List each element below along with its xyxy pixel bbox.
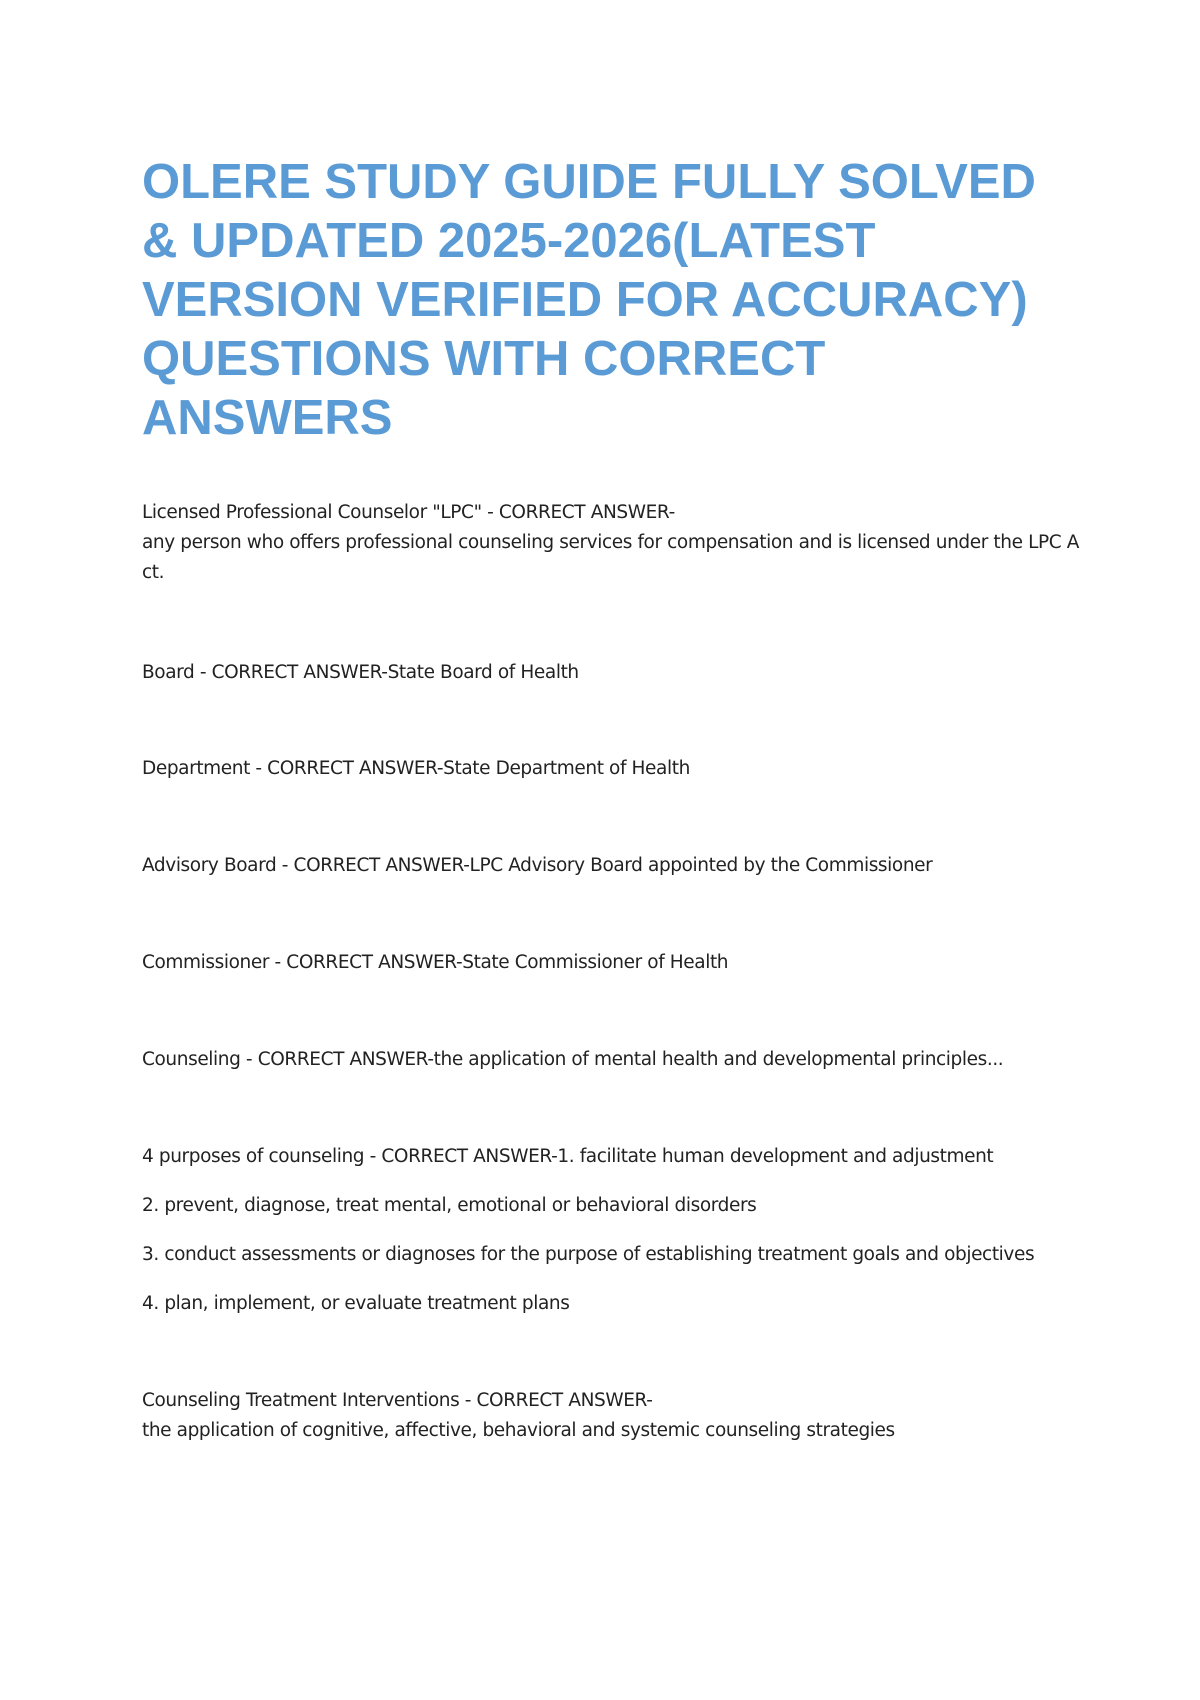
qa-entry-interventions: [142, 1386, 1082, 1446]
qa-question-line: Licensed Professional Counselor "LPC" - CORRECT ANSWER-: [142, 502, 675, 523]
qa-entry-counseling: [142, 1045, 1082, 1075]
qa-list-item: 3. conduct assessments or diagnoses for the purpose of establishing treatment goals and objectives: [142, 1244, 1035, 1265]
document-title: [142, 153, 1082, 448]
qa-entry-commissioner: [142, 948, 1082, 978]
qa-list-item: 4. plan, implement, or evaluate treatment plans: [142, 1293, 570, 1314]
qa-answer-line: any person who offers professional counseling services for compensation and is licensed under the LPC A: [142, 532, 1079, 553]
title-line: QUESTIONS WITH CORRECT: [142, 332, 826, 386]
qa-entry-department: [142, 754, 1082, 784]
qa-line: 4 purposes of counseling - CORRECT ANSWER-1. facilitate human development and adjustment: [142, 1146, 994, 1167]
qa-line: Board - CORRECT ANSWER-State Board of Health: [142, 662, 579, 683]
title-line: VERSION VERIFIED FOR ACCURACY): [142, 273, 1028, 327]
qa-line: Counseling - CORRECT ANSWER-the application of mental health and developmental principles...: [142, 1049, 1004, 1070]
title-line: & UPDATED 2025-2026(LATEST: [142, 214, 876, 268]
qa-list-item: 2. prevent, diagnose, treat mental, emotional or behavioral disorders: [142, 1195, 757, 1216]
qa-question-line: Counseling Treatment Interventions - CORRECT ANSWER-: [142, 1390, 653, 1411]
qa-answer-line: ct.: [142, 562, 165, 583]
qa-entry-purposes: [142, 1142, 1082, 1319]
qa-entry-lpc: [142, 498, 1082, 588]
title-line: OLERE STUDY GUIDE FULLY SOLVED: [142, 155, 1036, 209]
qa-line: Department - CORRECT ANSWER-State Department of Health: [142, 758, 690, 779]
title-line: ANSWERS: [142, 391, 393, 445]
qa-answer-line: the application of cognitive, affective, behavioral and systemic counseling strategies: [142, 1420, 895, 1441]
qa-line: Commissioner - CORRECT ANSWER-State Commissioner of Health: [142, 952, 729, 973]
qa-entry-board: [142, 658, 1082, 688]
qa-line: Advisory Board - CORRECT ANSWER-LPC Advisory Board appointed by the Commissioner: [142, 855, 933, 876]
qa-entry-advisory-board: [142, 851, 1082, 881]
